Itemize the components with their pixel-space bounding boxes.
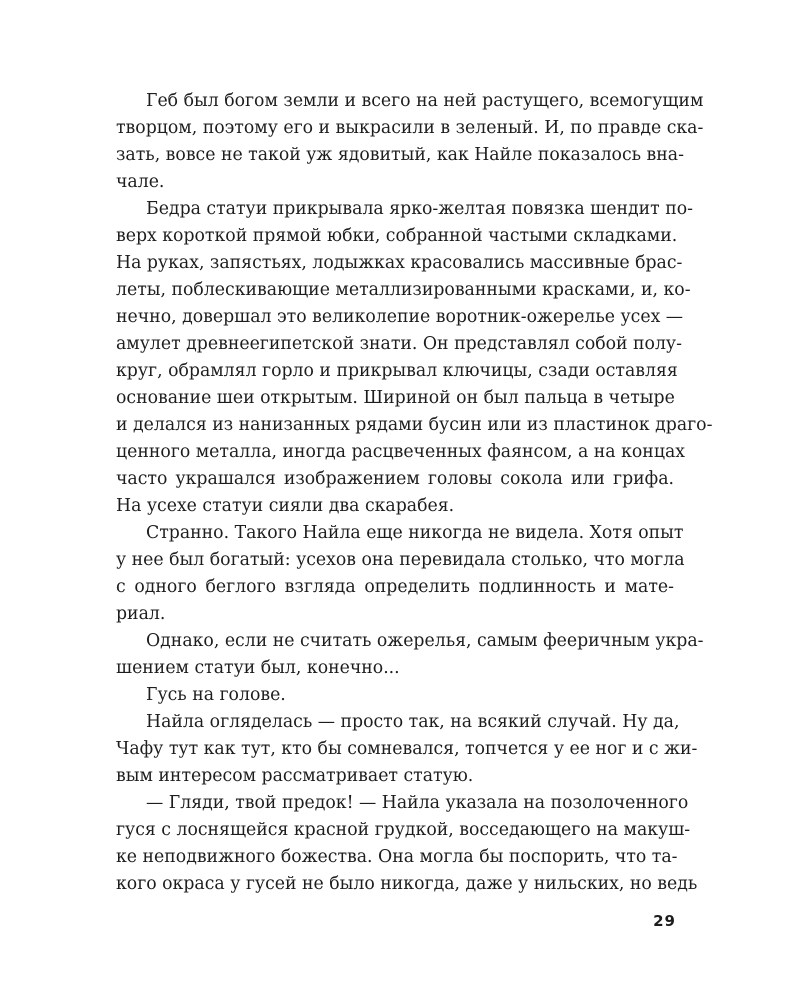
body-text bbox=[116, 88, 713, 898]
text-line: Чафу тут как тут, кто бы сомневался, топчется у ее ног и с жи- bbox=[116, 739, 698, 759]
text-line: Найла огляделась — просто так, на всякий случай. Ну да, bbox=[146, 712, 680, 732]
text-line: ке неподвижного божества. Она могла бы поспорить, что та- bbox=[116, 847, 678, 867]
text-line: вым интересом рассматривает статую. bbox=[116, 766, 474, 786]
page-number: 29 bbox=[653, 912, 676, 930]
text-line: риал. bbox=[116, 604, 166, 624]
text-line: нечно, довершал это великолепие воротник-ожерелье усех — bbox=[116, 307, 684, 327]
text-line: с одного беглого взгляда определить подлинность и мате- bbox=[116, 577, 674, 597]
text-line: зать, вовсе не такой уж ядовитый, как Найле показалось вна- bbox=[116, 145, 684, 165]
text-line: верх короткой прямой юбки, собранной частыми складками. bbox=[116, 226, 678, 246]
text-line: Бедра статуи прикрывала ярко-желтая повязка шендит по- bbox=[146, 199, 693, 219]
text-line: амулет древнеегипетской знати. Он представлял собой полу- bbox=[116, 334, 682, 354]
text-line: основание шеи открытым. Шириной он был пальца в четыре bbox=[116, 388, 675, 408]
text-line: Однако, если не считать ожерелья, самым фееричным укра- bbox=[146, 631, 704, 651]
text-line: Странно. Такого Найла еще никогда не видела. Хотя опыт bbox=[146, 523, 684, 543]
text-line: На руках, запястьях, лодыжках красовались массивные брас- bbox=[116, 253, 683, 273]
text-line: творцом, поэтому его и выкрасили в зеленый. И, по правде ска- bbox=[116, 118, 704, 138]
text-line: чале. bbox=[116, 172, 165, 192]
text-line: На усехе статуи сияли два скарабея. bbox=[116, 496, 455, 516]
text-line: у нее был богатый: усехов она перевидала столько, что могла bbox=[116, 550, 685, 570]
text-line: кого окраса у гусей не было никогда, даже у нильских, но ведь bbox=[116, 874, 698, 894]
text-line: шением статуи был, конечно... bbox=[116, 658, 400, 678]
text-line: ценного металла, иногда расцвеченных фаянсом, а на концах bbox=[116, 442, 685, 462]
text-line: Геб был богом земли и всего на ней растущего, всемогущим bbox=[146, 91, 704, 111]
text-line: Гусь на голове. bbox=[146, 685, 286, 705]
text-line: круг, обрамлял горло и прикрывал ключицы, сзади оставляя bbox=[116, 361, 678, 381]
text-line: часто украшался изображением головы сокола или грифа. bbox=[116, 469, 674, 489]
text-line: — Гляди, твой предок! — Найла указала на позолоченного bbox=[146, 793, 689, 813]
text-line: и делался из нанизанных рядами бусин или из пластинок драго- bbox=[116, 415, 713, 435]
text-line: леты, поблескивающие металлизированными красками, и, ко- bbox=[116, 280, 691, 300]
text-line: гуся с лоснящейся красной грудкой, восседающего на макуш- bbox=[116, 820, 691, 840]
